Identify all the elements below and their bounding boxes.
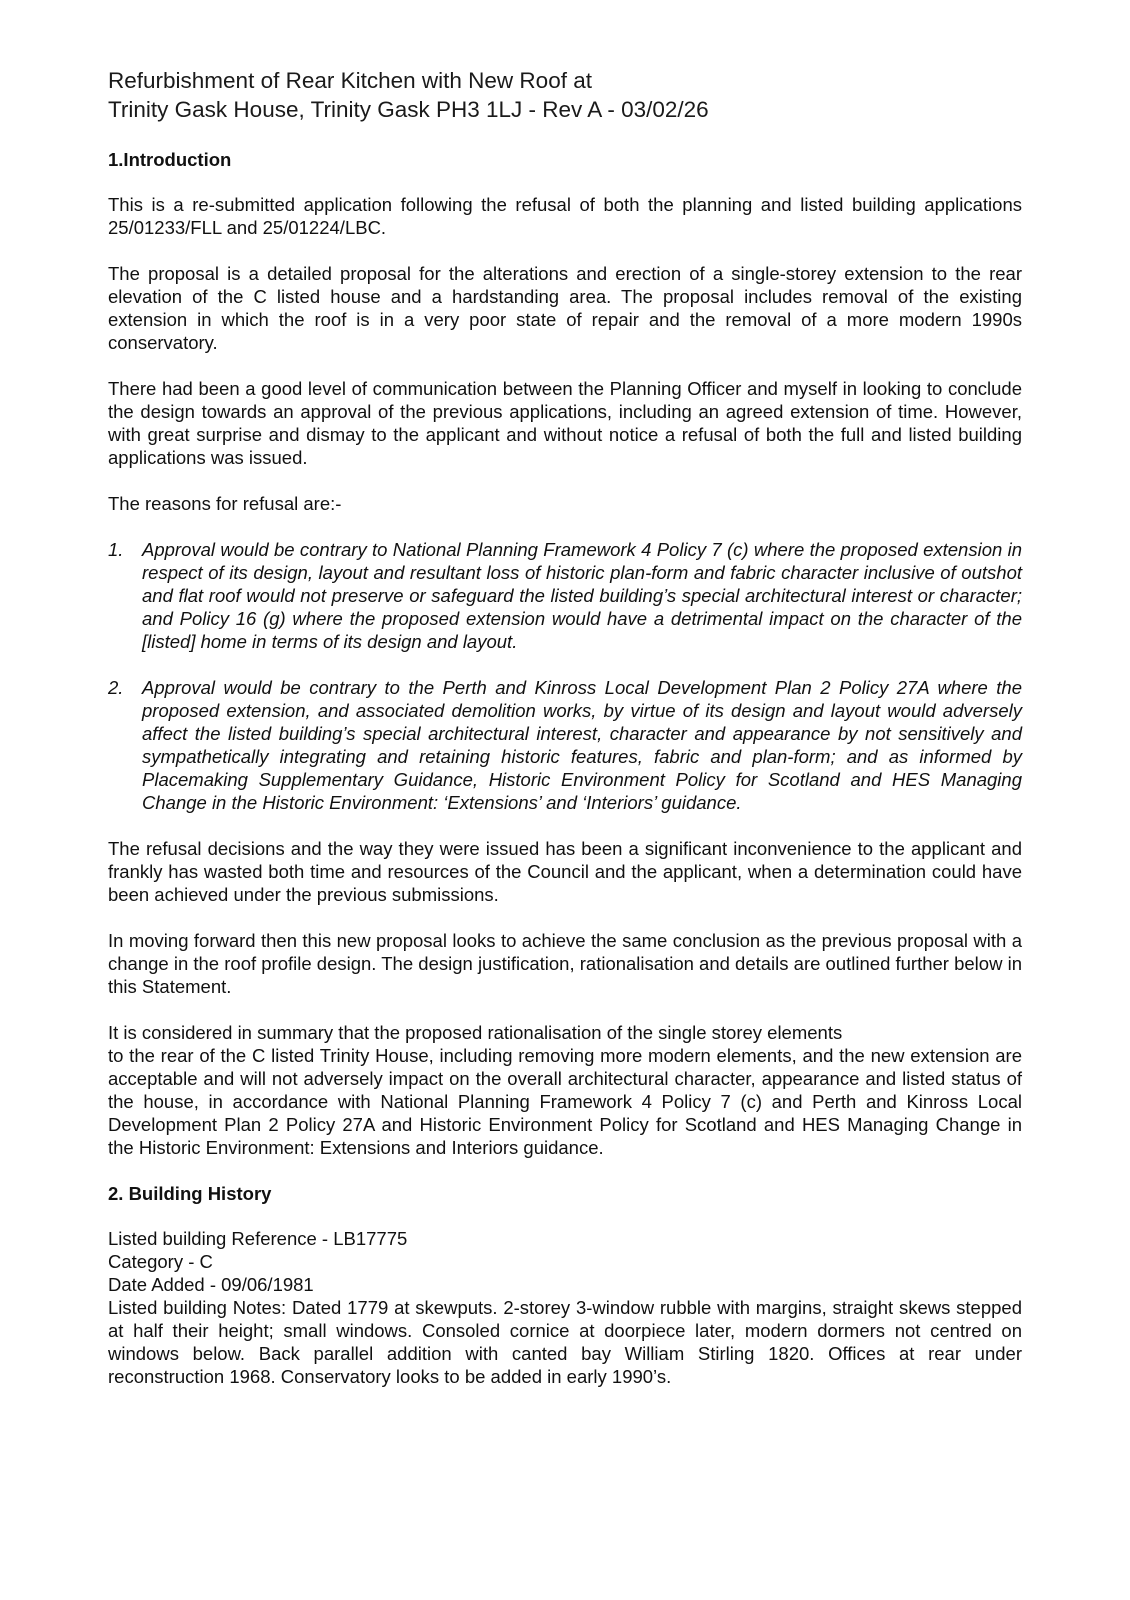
- intro-paragraph-4: The refusal decisions and the way they were issued has been a significant inconvenience to the applicant and frankly has wasted both time and resources of the Council and the applicant, when a determination could have been achieved under the previous submissions.: [108, 838, 1022, 905]
- intro-paragraph-6: [108, 1021, 1022, 1159]
- section-heading-introduction: 1.Introduction: [108, 149, 232, 170]
- refusal-reason: [108, 676, 1022, 814]
- document-page: [108, 66, 1022, 1388]
- reason-text: Approval would be contrary to the Perth and Kinross Local Development Plan 2 Policy 27A where the proposed extension, and associated demolition works, by virtue of its design and layout would adversely affect the listed building’s special architectural interest, character and appearance by not sensitively and sympathetically integrating and retaining historic features, fabric and plan-form; and as informed by Placemaking Supplementary Guidance, Historic Environment Policy for Scotland and HES Managing Change in the Historic Environment: ‘Extensions’ and ‘Interiors’ guidance.: [142, 677, 1022, 813]
- intro-paragraph-3: There had been a good level of communication between the Planning Officer and myself in looking to conclude the design towards an approval of the previous applications, including an agreed extension of time. However, with great surprise and dismay to the applicant and without notice a refusal of both the full and listed building applications was issued.: [108, 378, 1022, 468]
- summary-rest: to the rear of the C listed Trinity House, including removing more modern elements, and the new extension are acceptable and will not adversely impact on the overall architectural character, appearance and listed status of the house, in accordance with National Planning Framework 4 Policy 7 (c) and Perth and Kinross Local Development Plan 2 Policy 27A and Historic Environment Policy for Scotland and HES Managing Change in the Historic Environment: Extensions and Interiors guidance.: [108, 1045, 1022, 1158]
- section-heading-building-history: 2. Building History: [108, 1183, 272, 1204]
- intro-paragraph-2: The proposal is a detailed proposal for the alterations and erection of a single-storey extension to the rear elevation of the C listed house and a hardstanding area. The proposal includes removal of the existing extension in which the roof is in a very poor state of repair and the removal of a more modern 1990s conservatory.: [108, 263, 1022, 353]
- document-title: [108, 66, 1022, 124]
- intro-paragraph-1: This is a re-submitted application following the refusal of both the planning and listed building applications 25/01233/FLL and 25/01224/LBC.: [108, 194, 1022, 238]
- summary-first-line: It is considered in summary that the proposed rationalisation of the single storey elements: [108, 1022, 843, 1043]
- listed-building-notes: Listed building Notes: Dated 1779 at skewputs. 2-storey 3-window rubble with margins, straight skews stepped at half their height; small windows. Consoled cornice at doorpiece later, modern dormers not centred on windows below. Back parallel addition with canted bay William Stirling 1820. Offices at rear under reconstruction 1968. Conservatory looks to be added in early 1990’s.: [108, 1297, 1022, 1387]
- title-line-1: Refurbishment of Rear Kitchen with New Roof at: [108, 68, 592, 93]
- reasons-intro: The reasons for refusal are:-: [108, 493, 342, 514]
- listed-building-category: Category - C: [108, 1251, 213, 1272]
- reason-number: 2.: [108, 677, 124, 698]
- refusal-reason: [108, 538, 1022, 653]
- refusal-reasons-list: [108, 538, 1022, 814]
- reason-text: Approval would be contrary to National Planning Framework 4 Policy 7 (c) where the proposed extension in respect of its design, layout and resultant loss of historic plan-form and fabric character inclusive of outshot and flat roof would not preserve or safeguard the listed building’s special architectural interest or character; and Policy 16 (g) where the proposed extension would have a detrimental impact on the character of the [listed] home in terms of its design and layout.: [142, 539, 1022, 652]
- listed-building-date-added: Date Added - 09/06/1981: [108, 1274, 314, 1295]
- building-history-details: [108, 1227, 1022, 1388]
- reason-number: 1.: [108, 539, 124, 560]
- title-line-2: Trinity Gask House, Trinity Gask PH3 1LJ - Rev A - 03/02/26: [108, 97, 709, 122]
- listed-building-reference: Listed building Reference - LB17775: [108, 1228, 408, 1249]
- intro-paragraph-5: In moving forward then this new proposal looks to achieve the same conclusion as the previous proposal with a change in the roof profile design. The design justification, rationalisation and details are outlined further below in this Statement.: [108, 930, 1022, 997]
